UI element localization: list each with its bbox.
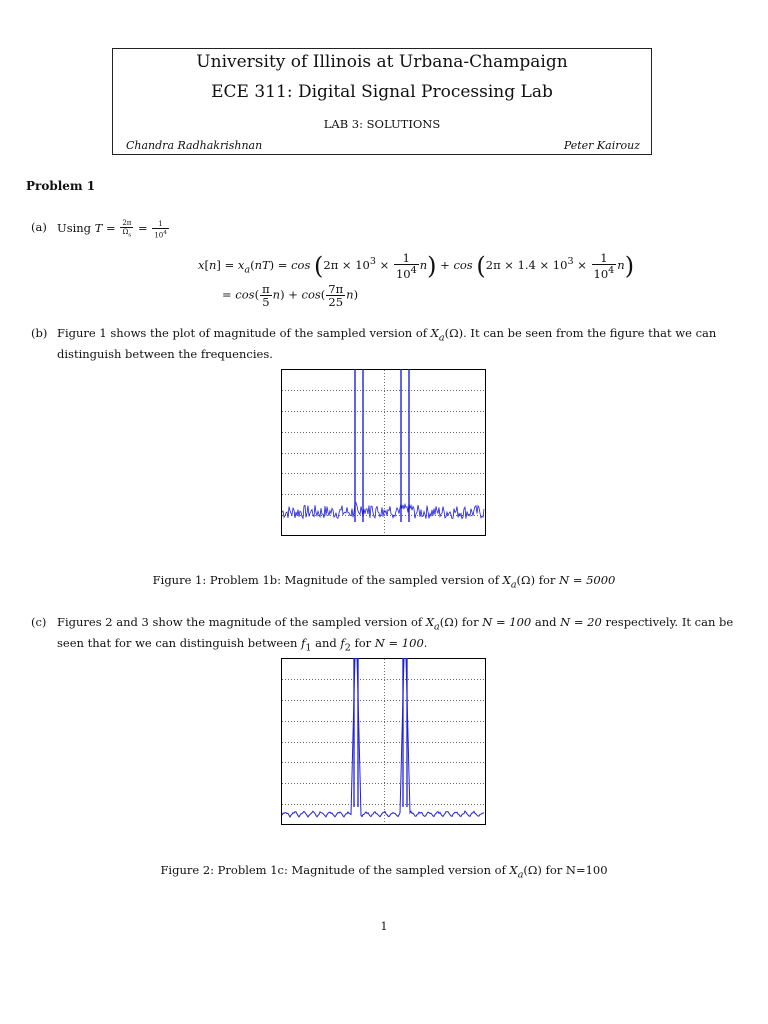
part-c-text-1: Figures 2 and 3 show the magnitude of the sampled version of — [57, 615, 423, 629]
figure-2-caption-text: Figure 2: Problem 1c: Magnitude of the sampled version of — [160, 863, 506, 877]
part-b-label: (b) — [31, 326, 48, 340]
part-c-label: (c) — [31, 615, 47, 629]
figure-1-plot — [281, 369, 486, 536]
part-c-text: Figures 2 and 3 show the magnitude of the sampled version of $X_a(\Omega)$ for N = 100 and N = 20 respectively. It can be seen that for we can distinguish between $f_1$ and $f_2$ for N = 100. — [57, 615, 734, 654]
author-left: Chandra Radhakrishnan — [126, 139, 263, 152]
page-number: 1 — [380, 920, 388, 933]
part-b-text-after: . It can be seen from the figure that we can distinguish between the frequencies. — [57, 326, 717, 362]
part-c-and: and — [534, 615, 557, 629]
author-right: Peter Kairouz — [563, 139, 640, 152]
figure-2-caption-after: for N=100 — [545, 863, 608, 877]
figure-2-caption: Figure 2: Problem 1c: Magnitude of the sampled version of $X_a(\Omega)$ for N=100 — [160, 863, 608, 881]
equation-line-2: = cos( $\frac{\pi}{5}$ n) + cos( $\frac{7\pi}{25}$ n) — [222, 282, 359, 309]
figure-1-caption-n: N = 5000 — [559, 573, 616, 587]
part-a-text — [57, 219, 742, 239]
part-a-label: (a) — [31, 220, 47, 234]
sampling-period-equation: T = $\frac{2\pi}{\Omega_s}$ = $\frac{1}{10^4}$ — [94, 219, 167, 239]
part-b-text-before: Figure 1 shows the plot of magnitude of the sampled version of — [57, 326, 428, 340]
part-c-text-3: respectively. It can be seen that for we can distinguish between — [57, 615, 734, 651]
university-title: University of Illinois at Urbana-Champaign — [196, 52, 568, 72]
figure-1-caption: Figure 1: Problem 1b: Magnitude of the sampled version of $X_a(\Omega)$ for N = 5000 — [152, 573, 616, 591]
part-b-text: Figure 1 shows the plot of magnitude of the sampled version of $X_a(\Omega)$. It can be seen from the figure that we can distinguish between the frequencies. — [57, 326, 717, 362]
part-c-n2: N = 20 — [560, 615, 602, 629]
part-a-intro: Using — [57, 221, 92, 236]
part-c-n1: N = 100 — [482, 615, 532, 629]
problem-heading: Problem 1 — [26, 179, 96, 193]
equation-line-1: $x[n] = x_a(nT) = \cos (2\pi \times 10^3$ × $\frac{1}{10^4}$ $n) + \cos (2\pi \times 1.4 \times 10^3$ × $\frac{1}{10^4}$ n) — [198, 251, 635, 281]
lab-title: LAB 3: SOLUTIONS — [323, 117, 441, 131]
course-title: ECE 311: Digital Signal Processing Lab — [211, 82, 553, 102]
figure-1-caption-for: for — [538, 573, 556, 587]
part-c-text-4: and — [315, 636, 337, 651]
header-box — [112, 48, 652, 155]
figure-2-plot — [281, 658, 486, 825]
figure-1-caption-text: Figure 1: Problem 1b: Magnitude of the sampled version of — [152, 573, 499, 587]
part-c-text-5: for — [354, 636, 372, 651]
plot-frame — [282, 659, 486, 825]
part-c-text-2: for — [461, 615, 479, 629]
part-c-n3: N = 100. — [374, 636, 428, 651]
